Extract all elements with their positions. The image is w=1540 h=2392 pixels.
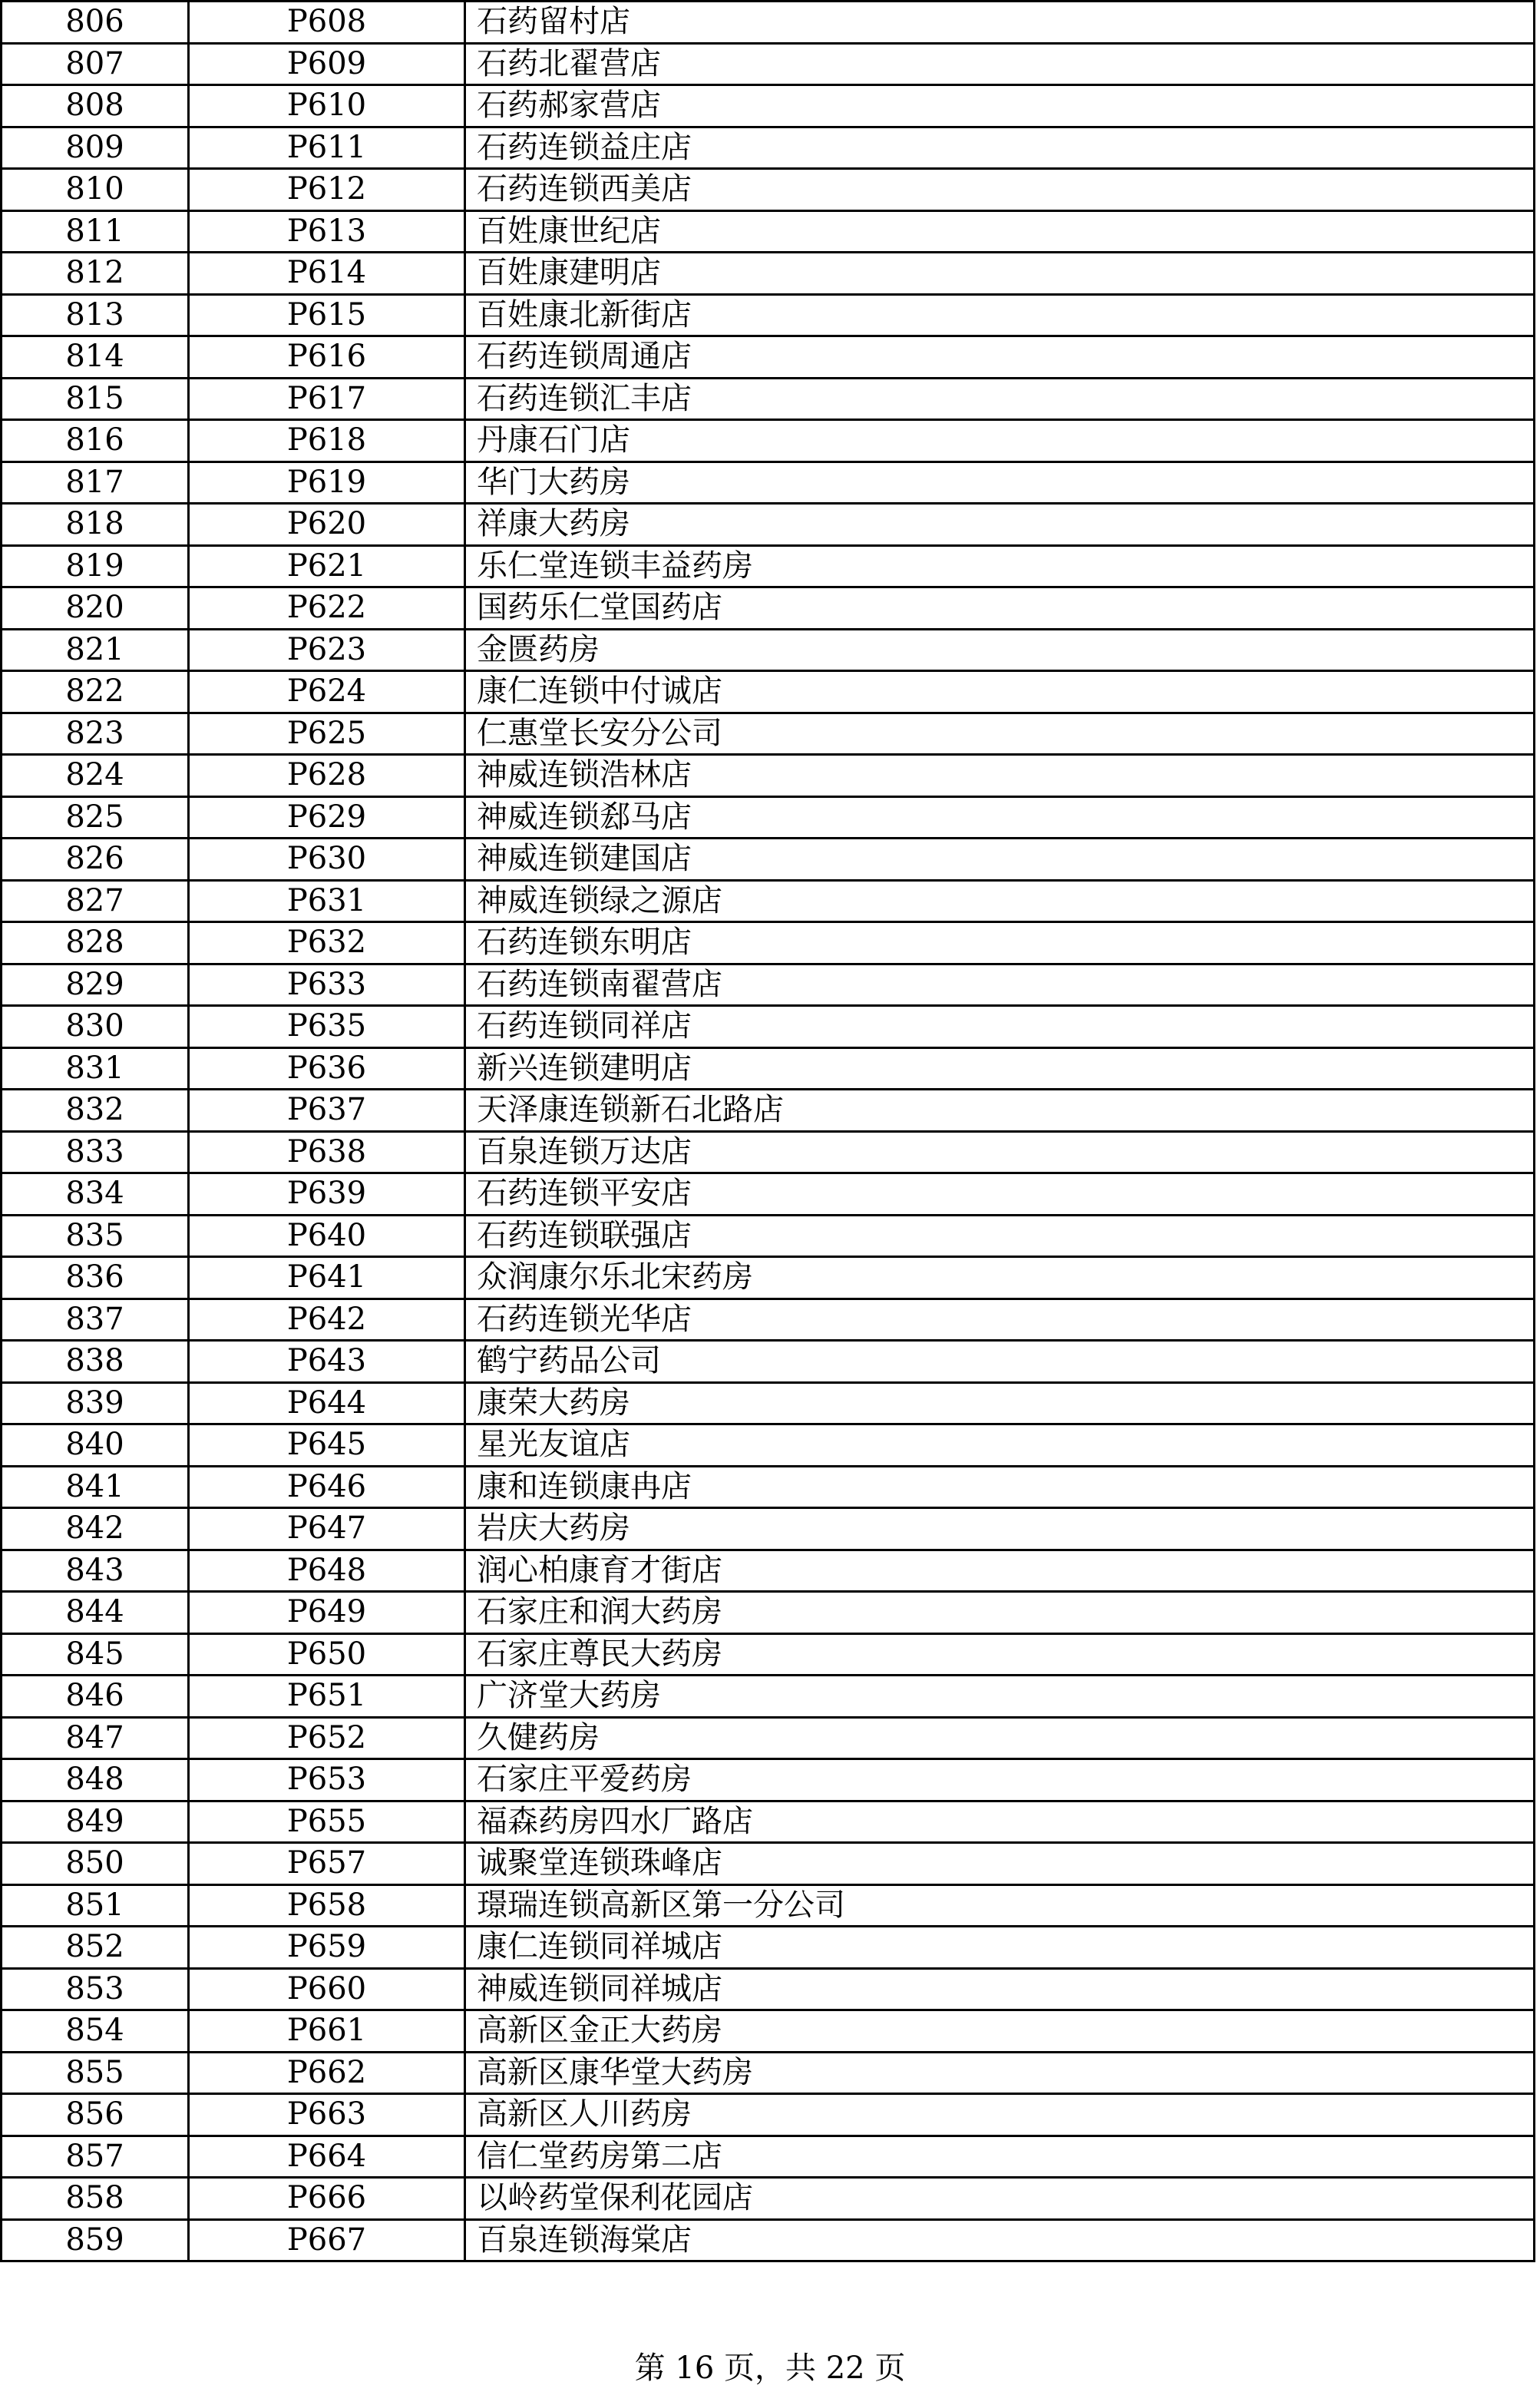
row-number-cell: 842 [2,1508,189,1550]
row-number-cell: 840 [2,1424,189,1467]
row-number-cell: 837 [2,1299,189,1341]
store-code-cell: P623 [189,629,465,671]
store-name-cell: 以岭药堂保利花园店 [465,2178,1535,2220]
store-code-cell: P663 [189,2094,465,2136]
row-number-cell: 847 [2,1717,189,1759]
store-code-cell: P640 [189,1215,465,1257]
table-row [2,1090,1535,1132]
store-name-cell: 鹤宁药品公司 [465,1341,1535,1383]
store-code-cell: P609 [189,43,465,85]
store-code-cell: P649 [189,1592,465,1634]
row-number-cell: 845 [2,1633,189,1676]
store-name-cell: 神威连锁同祥城店 [465,1968,1535,2010]
store-name-cell: 石药郝家营店 [465,85,1535,127]
store-code-cell: P645 [189,1424,465,1467]
row-number-cell: 836 [2,1257,189,1299]
table-row [2,1759,1535,1801]
table-row [2,1717,1535,1759]
table-row [2,127,1535,169]
row-number-cell: 824 [2,755,189,797]
table-row [2,85,1535,127]
store-code-cell: P636 [189,1047,465,1090]
store-code-cell: P629 [189,796,465,839]
table-row [2,587,1535,630]
store-name-cell: 石药连锁同祥店 [465,1006,1535,1048]
store-name-cell: 福森药房四水厂路店 [465,1801,1535,1843]
store-name-cell: 金匮药房 [465,629,1535,671]
store-code-cell: P651 [189,1676,465,1718]
row-number-cell: 813 [2,294,189,336]
store-code-cell: P659 [189,1927,465,1969]
store-name-cell: 百姓康世纪店 [465,210,1535,253]
row-number-cell: 831 [2,1047,189,1090]
row-number-cell: 838 [2,1341,189,1383]
store-code-cell: P612 [189,169,465,211]
store-name-cell: 康和连锁康冉店 [465,1466,1535,1508]
table-row [2,1676,1535,1718]
table-row [2,378,1535,420]
store-name-cell: 石药连锁汇丰店 [465,378,1535,420]
store-name-cell: 康仁连锁中付诚店 [465,671,1535,713]
row-number-cell: 856 [2,2094,189,2136]
store-code-cell: P647 [189,1508,465,1550]
store-name-cell: 石药连锁益庄店 [465,127,1535,169]
table-row [2,1299,1535,1341]
store-name-cell: 高新区人川药房 [465,2094,1535,2136]
row-number-cell: 839 [2,1382,189,1424]
table-row [2,1424,1535,1467]
table-row [2,1884,1535,1927]
row-number-cell: 833 [2,1131,189,1173]
table-row [2,1801,1535,1843]
row-number-cell: 815 [2,378,189,420]
store-name-cell: 石家庄尊民大药房 [465,1633,1535,1676]
row-number-cell: 817 [2,462,189,504]
table-row [2,1508,1535,1550]
store-code-cell: P614 [189,253,465,295]
row-number-cell: 854 [2,2010,189,2053]
store-code-cell: P657 [189,1843,465,1885]
store-code-cell: P658 [189,1884,465,1927]
store-name-cell: 广济堂大药房 [465,1676,1535,1718]
store-name-cell: 石药连锁联强店 [465,1215,1535,1257]
store-name-cell: 丹康石门店 [465,420,1535,462]
store-code-cell: P650 [189,1633,465,1676]
row-number-cell: 857 [2,2136,189,2178]
store-code-cell: P643 [189,1341,465,1383]
row-number-cell: 810 [2,169,189,211]
table-row [2,462,1535,504]
store-code-cell: P631 [189,880,465,922]
table-row [2,2,1535,44]
store-name-cell: 乐仁堂连锁丰益药房 [465,545,1535,587]
store-code-cell: P622 [189,587,465,630]
row-number-cell: 859 [2,2219,189,2261]
store-name-cell: 岩庆大药房 [465,1508,1535,1550]
table-row [2,169,1535,211]
store-name-cell: 神威连锁郄马店 [465,796,1535,839]
store-code-cell: P666 [189,2178,465,2220]
row-number-cell: 852 [2,1927,189,1969]
table-row [2,671,1535,713]
store-name-cell: 神威连锁绿之源店 [465,880,1535,922]
row-number-cell: 811 [2,210,189,253]
store-code-cell: P616 [189,336,465,379]
table-row [2,1592,1535,1634]
store-name-cell: 星光友谊店 [465,1424,1535,1467]
table-row [2,1257,1535,1299]
store-code-cell: P664 [189,2136,465,2178]
store-code-cell: P610 [189,85,465,127]
table-row [2,336,1535,379]
store-code-cell: P620 [189,504,465,546]
row-number-cell: 844 [2,1592,189,1634]
table-row [2,1131,1535,1173]
store-name-cell: 华门大药房 [465,462,1535,504]
table-row [2,1466,1535,1508]
row-number-cell: 849 [2,1801,189,1843]
store-code-cell: P648 [189,1550,465,1592]
row-number-cell: 809 [2,127,189,169]
row-number-cell: 807 [2,43,189,85]
page-footer [0,2348,1540,2388]
store-code-cell: P617 [189,378,465,420]
row-number-cell: 848 [2,1759,189,1801]
store-code-cell: P632 [189,922,465,964]
table-row [2,2136,1535,2178]
store-name-cell: 百姓康北新街店 [465,294,1535,336]
store-name-cell: 石家庄平爱药房 [465,1759,1535,1801]
table-row [2,839,1535,881]
row-number-cell: 843 [2,1550,189,1592]
row-number-cell: 826 [2,839,189,881]
row-number-cell: 834 [2,1173,189,1216]
table-row [2,1968,1535,2010]
row-number-cell: 814 [2,336,189,379]
store-name-cell: 神威连锁浩林店 [465,755,1535,797]
row-number-cell: 820 [2,587,189,630]
row-number-cell: 821 [2,629,189,671]
store-name-cell: 石药连锁平安店 [465,1173,1535,1216]
table-row [2,253,1535,295]
table-row [2,294,1535,336]
store-code-cell: P662 [189,2052,465,2094]
row-number-cell: 835 [2,1215,189,1257]
store-code-cell: P653 [189,1759,465,1801]
store-table-body [2,2,1535,2261]
store-name-cell: 璟瑞连锁高新区第一分公司 [465,1884,1535,1927]
store-name-cell: 国药乐仁堂国药店 [465,587,1535,630]
store-code-cell: P667 [189,2219,465,2261]
row-number-cell: 850 [2,1843,189,1885]
table-row [2,755,1535,797]
store-code-cell: P639 [189,1173,465,1216]
store-name-cell: 润心柏康育才街店 [465,1550,1535,1592]
table-row [2,1215,1535,1257]
store-name-cell: 石药连锁西美店 [465,169,1535,211]
store-code-cell: P608 [189,2,465,44]
store-name-cell: 石药连锁周通店 [465,336,1535,379]
row-number-cell: 832 [2,1090,189,1132]
table-row [2,2052,1535,2094]
store-name-cell: 仁惠堂长安分公司 [465,713,1535,755]
store-name-cell: 石药北翟营店 [465,43,1535,85]
store-code-cell: P615 [189,294,465,336]
table-row [2,922,1535,964]
row-number-cell: 855 [2,2052,189,2094]
table-row [2,1173,1535,1216]
store-code-cell: P621 [189,545,465,587]
row-number-cell: 851 [2,1884,189,1927]
store-code-cell: P652 [189,1717,465,1759]
table-row [2,629,1535,671]
table-row [2,2010,1535,2053]
row-number-cell: 822 [2,671,189,713]
table-row [2,504,1535,546]
store-name-cell: 天泽康连锁新石北路店 [465,1090,1535,1132]
store-name-cell: 石药留村店 [465,2,1535,44]
table-row [2,43,1535,85]
store-code-cell: P661 [189,2010,465,2053]
store-code-cell: P646 [189,1466,465,1508]
table-row [2,2094,1535,2136]
store-name-cell: 百姓康建明店 [465,253,1535,295]
store-name-cell: 康仁连锁同祥城店 [465,1927,1535,1969]
table-row [2,210,1535,253]
store-code-cell: P630 [189,839,465,881]
row-number-cell: 858 [2,2178,189,2220]
row-number-cell: 825 [2,796,189,839]
store-name-cell: 祥康大药房 [465,504,1535,546]
row-number-cell: 806 [2,2,189,44]
store-code-cell: P633 [189,964,465,1006]
table-row [2,2219,1535,2261]
table-row [2,1927,1535,1969]
store-code-cell: P660 [189,1968,465,2010]
row-number-cell: 816 [2,420,189,462]
store-code-cell: P611 [189,127,465,169]
store-name-cell: 石药连锁东明店 [465,922,1535,964]
row-number-cell: 818 [2,504,189,546]
row-number-cell: 828 [2,922,189,964]
store-name-cell: 石药连锁光华店 [465,1299,1535,1341]
store-name-cell: 高新区康华堂大药房 [465,2052,1535,2094]
store-code-cell: P641 [189,1257,465,1299]
store-code-cell: P628 [189,755,465,797]
store-name-cell: 神威连锁建国店 [465,839,1535,881]
store-code-cell: P644 [189,1382,465,1424]
table-row [2,1550,1535,1592]
store-code-cell: P618 [189,420,465,462]
store-name-cell: 信仁堂药房第二店 [465,2136,1535,2178]
store-name-cell: 新兴连锁建明店 [465,1047,1535,1090]
store-code-cell: P613 [189,210,465,253]
table-row [2,1006,1535,1048]
table-row [2,1382,1535,1424]
row-number-cell: 808 [2,85,189,127]
store-name-cell: 众润康尔乐北宋药房 [465,1257,1535,1299]
row-number-cell: 841 [2,1466,189,1508]
store-code-cell: P638 [189,1131,465,1173]
table-row [2,420,1535,462]
store-name-cell: 康荣大药房 [465,1382,1535,1424]
table-row [2,1633,1535,1676]
store-name-cell: 百泉连锁海棠店 [465,2219,1535,2261]
store-code-cell: P625 [189,713,465,755]
table-row [2,1843,1535,1885]
table-row [2,964,1535,1006]
row-number-cell: 819 [2,545,189,587]
store-name-cell: 诚聚堂连锁珠峰店 [465,1843,1535,1885]
table-row [2,2178,1535,2220]
store-name-cell: 久健药房 [465,1717,1535,1759]
row-number-cell: 853 [2,1968,189,2010]
store-code-cell: P619 [189,462,465,504]
page-number-text: 第 16 页，共 22 页 [634,2351,906,2386]
store-name-cell: 石药连锁南翟营店 [465,964,1535,1006]
store-name-cell: 高新区金正大药房 [465,2010,1535,2053]
store-code-cell: P642 [189,1299,465,1341]
store-code-cell: P624 [189,671,465,713]
store-name-cell: 石家庄和润大药房 [465,1592,1535,1634]
table-row [2,796,1535,839]
store-code-cell: P635 [189,1006,465,1048]
row-number-cell: 823 [2,713,189,755]
store-code-cell: P637 [189,1090,465,1132]
table-row [2,1047,1535,1090]
row-number-cell: 830 [2,1006,189,1048]
row-number-cell: 846 [2,1676,189,1718]
table-row [2,713,1535,755]
store-code-cell: P655 [189,1801,465,1843]
store-name-cell: 百泉连锁万达店 [465,1131,1535,1173]
row-number-cell: 829 [2,964,189,1006]
row-number-cell: 827 [2,880,189,922]
table-row [2,1341,1535,1383]
table-row [2,545,1535,587]
row-number-cell: 812 [2,253,189,295]
table-row [2,880,1535,922]
